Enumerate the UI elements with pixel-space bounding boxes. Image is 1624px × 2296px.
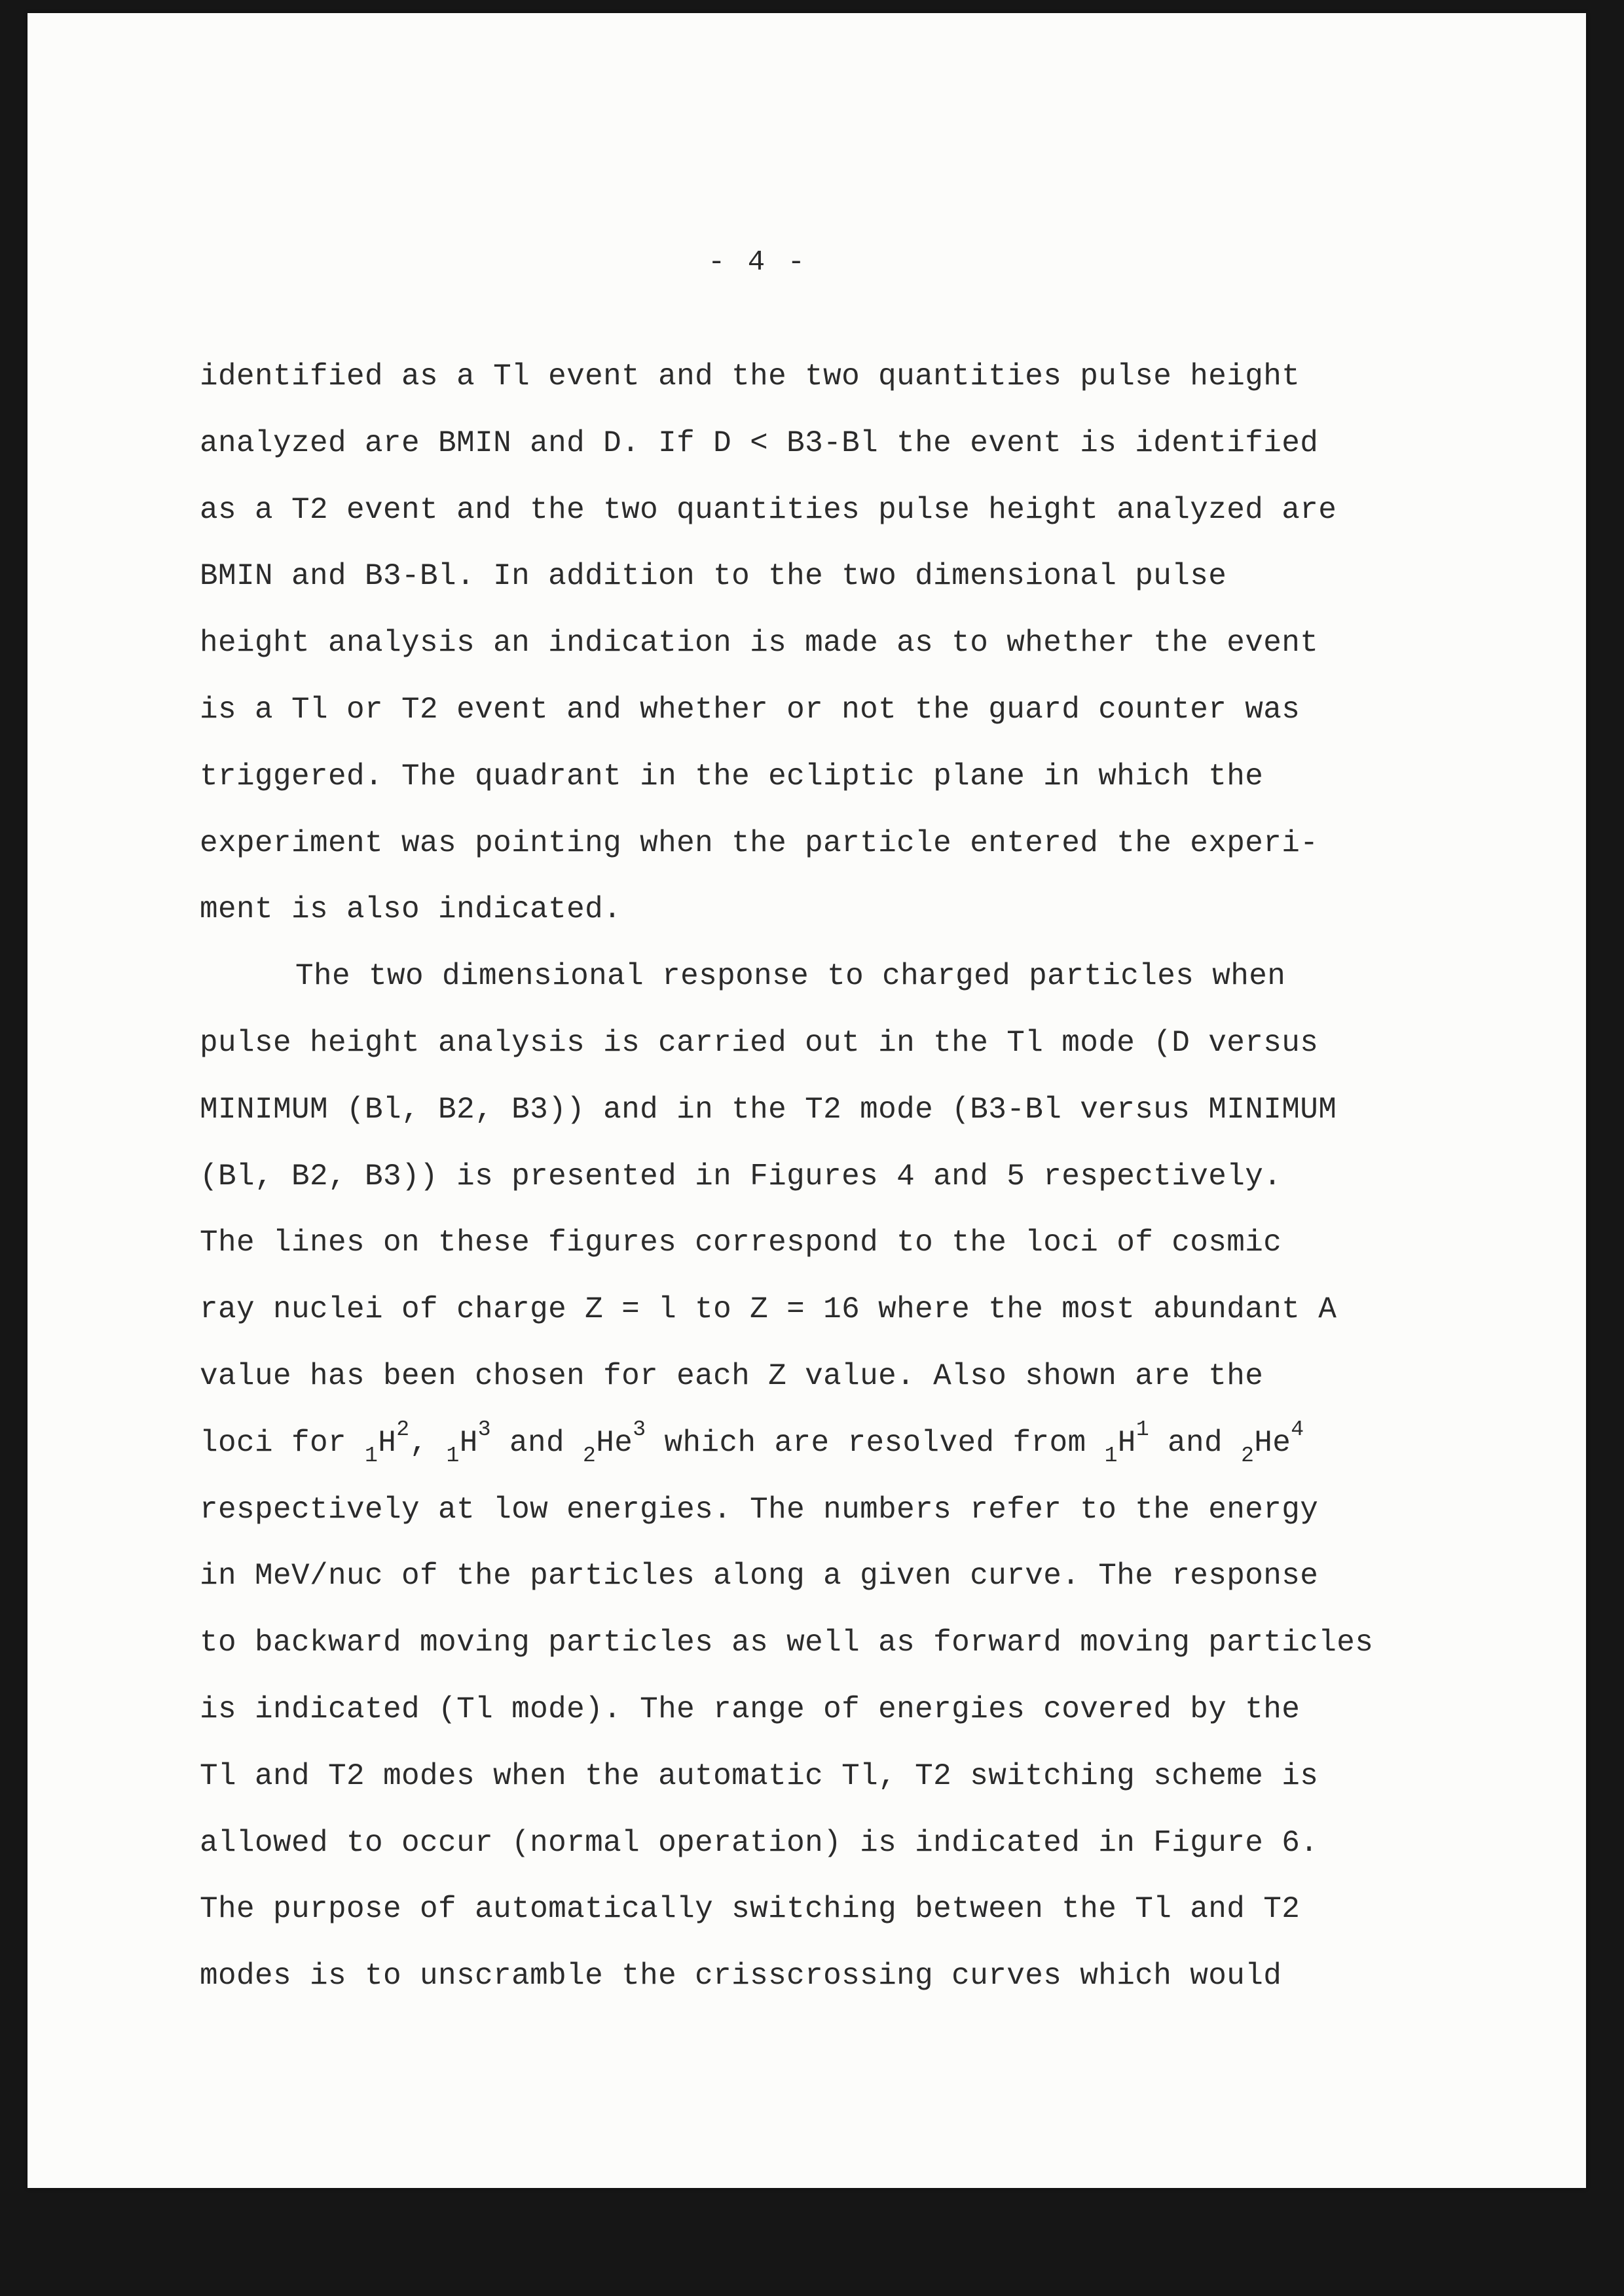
loci-text: loci for (200, 1425, 365, 1460)
text-line: triggered. The quadrant in the ecliptic plane in which the (200, 759, 1264, 793)
text-line: ray nuclei of charge Z = l to Z = 16 where the most abundant A (200, 1292, 1337, 1327)
text-line: value has been chosen for each Z value. Also shown are the (200, 1358, 1264, 1393)
isotope-symbol: H (378, 1425, 397, 1460)
text-line: respectively at low energies. The numbers refer to the energy (200, 1492, 1319, 1527)
text-line: analyzed are BMIN and D. If D < B3-Bl the event is identified (200, 426, 1319, 460)
loci-text: and (490, 1425, 583, 1460)
text-line: The lines on these figures correspond to the loci of cosmic (200, 1226, 1282, 1260)
text-line: is indicated (Tl mode). The range of energies covered by the (200, 1692, 1301, 1726)
text-line: The purpose of automatically switching between the Tl and T2 (200, 1892, 1301, 1927)
text-line: ment is also indicated. (200, 892, 622, 927)
isotope-mass-superscript: 1 (1135, 1417, 1150, 1442)
text-line: allowed to occur (normal operation) is indicated in Figure 6. (200, 1825, 1319, 1860)
loci-text: and (1149, 1425, 1242, 1460)
text-line: experiment was pointing when the particle entered the experi- (200, 826, 1319, 860)
isotope-charge-subscript: 1 (446, 1443, 460, 1468)
isotope-mass-superscript: 3 (633, 1417, 646, 1442)
text-line: to backward moving particles as well as forward moving particles (200, 1626, 1374, 1660)
isotope-symbol: He (596, 1425, 633, 1460)
body-text (200, 344, 1509, 2010)
text-line: (Bl, B2, B3)) is presented in Figures 4 and 5 respectively. (200, 1159, 1282, 1194)
text-line: identified as a Tl event and the two quantities pulse height (200, 359, 1301, 393)
isotope-loci-line (200, 1410, 1509, 1477)
text-line: MINIMUM (Bl, B2, B3)) and in the T2 mode (B3-Bl versus MINIMUM (200, 1092, 1337, 1127)
isotope-charge-subscript: 1 (365, 1443, 378, 1468)
isotope-symbol: He (1254, 1425, 1291, 1460)
isotope-symbol: H (1117, 1425, 1136, 1460)
text-line: BMIN and B3-Bl. In addition to the two dimensional pulse (200, 559, 1227, 594)
isotope-mass-superscript: 3 (477, 1417, 491, 1442)
text-line: Tl and T2 modes when the automatic Tl, T2 switching scheme is (200, 1758, 1319, 1793)
text-line: height analysis an indication is made as to whether the event (200, 626, 1319, 661)
isotope-mass-superscript: 2 (396, 1417, 410, 1442)
text-line: modes is to unscramble the crisscrossing curves which would (200, 1959, 1282, 1994)
loci-text: which are resolved from (646, 1425, 1105, 1460)
isotope-mass-superscript: 4 (1291, 1417, 1304, 1442)
text-line: as a T2 event and the two quantities pulse height analyzed are (200, 492, 1337, 527)
text-line: is a Tl or T2 event and whether or not the guard counter was (200, 692, 1301, 727)
text-line: in MeV/nuc of the particles along a given curve. The response (200, 1559, 1319, 1594)
loci-text: , (409, 1425, 447, 1460)
isotope-charge-subscript: 2 (583, 1443, 597, 1468)
paragraph-start-line: The two dimensional response to charged particles when (295, 959, 1286, 994)
isotope-charge-subscript: 1 (1104, 1443, 1118, 1468)
page-number: - 4 - (707, 246, 808, 279)
isotope-symbol: H (459, 1425, 478, 1460)
document-page (28, 13, 1586, 2188)
isotope-charge-subscript: 2 (1241, 1443, 1255, 1468)
text-line: pulse height analysis is carried out in the Tl mode (D versus (200, 1025, 1319, 1060)
